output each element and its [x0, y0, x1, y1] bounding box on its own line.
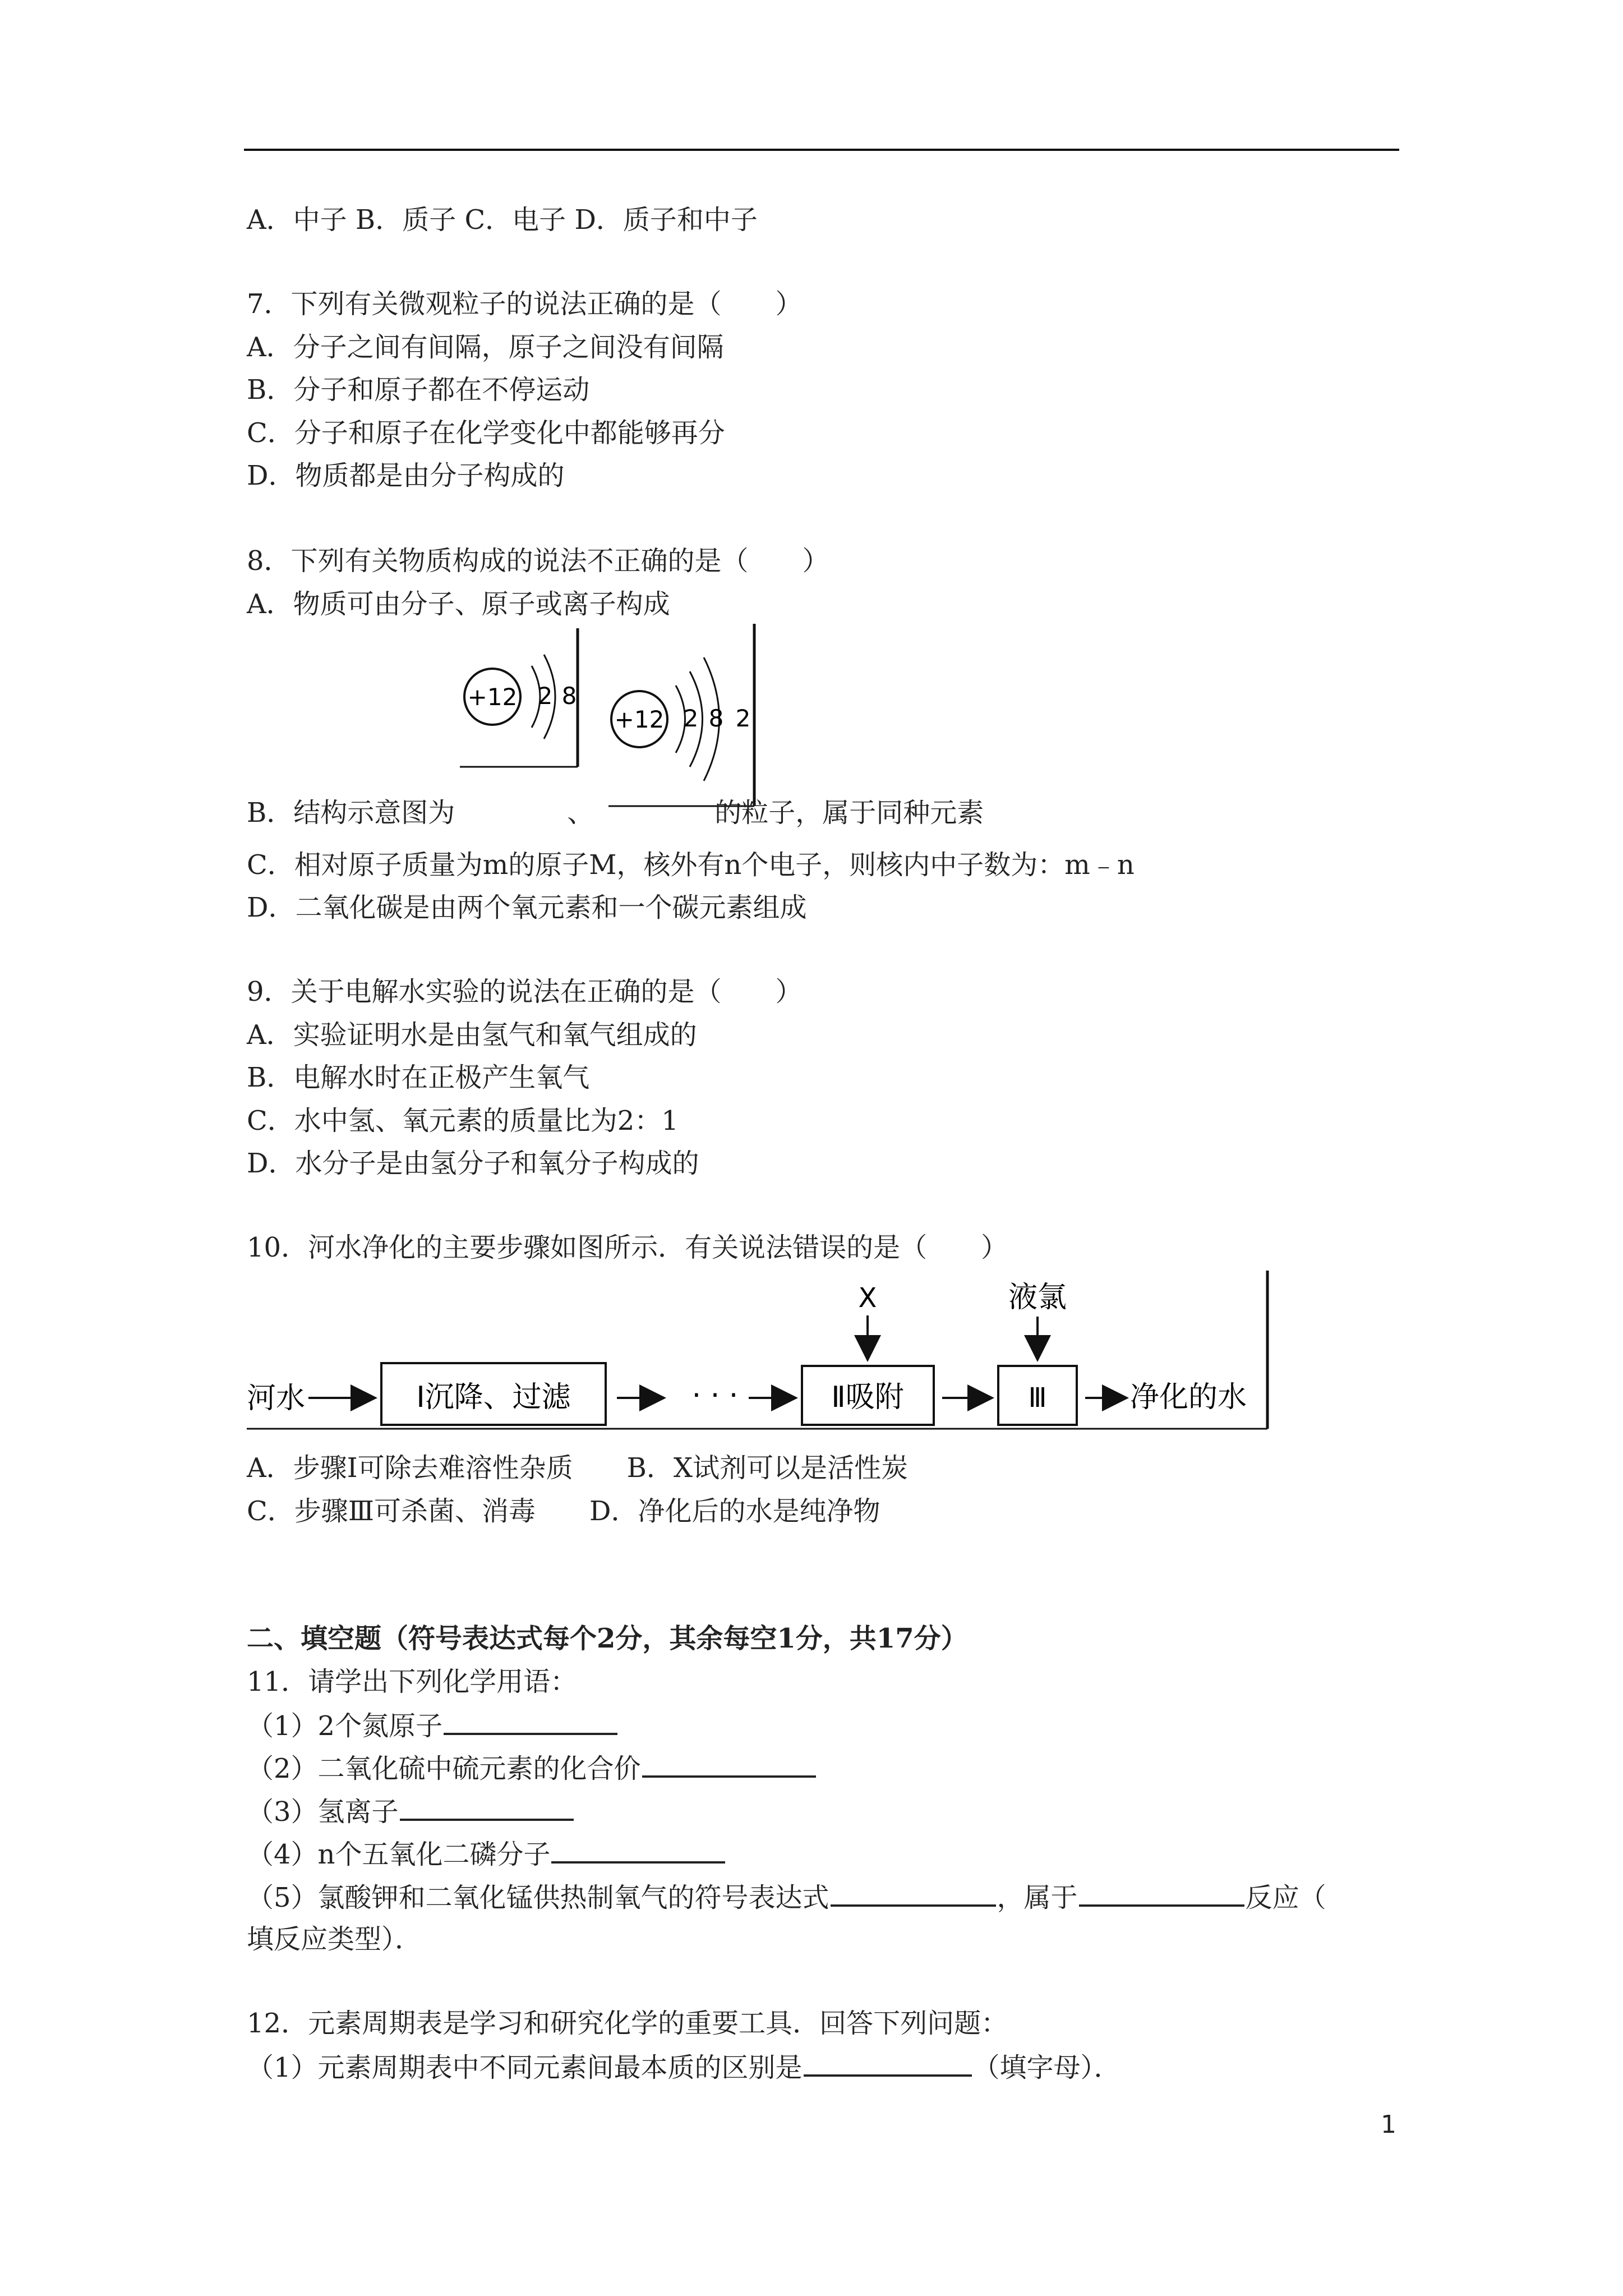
- diagram2-nucleus: +12: [614, 706, 665, 733]
- q11-part-1-text: （1）2个氮原子: [247, 1710, 443, 1742]
- q11-part-3-text: （3）氢离子: [247, 1796, 399, 1828]
- q9-stem: 9．关于电解水实验的说法在正确的是（ ）: [247, 976, 803, 1007]
- diagram2-shell-1: 2: [683, 705, 699, 732]
- answer-blank-12-1[interactable]: [804, 2050, 972, 2077]
- atom-diagram-1: [460, 628, 578, 767]
- diagram2-shell-2: 8: [708, 705, 724, 732]
- q9-option-c: C．水中氢、氧元素的质量比为2：1: [247, 1105, 679, 1137]
- q11-part-3: [247, 1794, 575, 1829]
- answer-blank-11-1[interactable]: [444, 1708, 617, 1735]
- diagram1-shell-2: 8: [561, 682, 577, 710]
- step2-label: Ⅱ吸附: [831, 1381, 904, 1414]
- q8-stem: 8．下列有关物质构成的说法不正确的是（ ）: [247, 545, 829, 577]
- q7-option-d: D．物质都是由分子构成的: [247, 460, 565, 491]
- q7-option-b: B．分子和原子都在不停运动: [247, 374, 590, 406]
- q8-option-b: [247, 796, 984, 830]
- q12-stem: 12．元素周期表是学习和研究化学的重要工具．回答下列问题：: [247, 2008, 1008, 2039]
- atom-diagram-2: [608, 624, 754, 806]
- diagram1-shell-1: 2: [537, 682, 553, 710]
- q11-stem: 11．请学出下列化学用语：: [247, 1666, 578, 1697]
- q8-option-b-suffix: 的粒子，属于同种元素: [714, 797, 984, 829]
- diagram1-nucleus: +12: [467, 683, 518, 711]
- q9-option-a: A．实验证明水是由氢气和氧气组成的: [247, 1019, 697, 1051]
- q7-stem: 7．下列有关微观粒子的说法正确的是（ ）: [247, 288, 803, 320]
- flow-dots: · · ·: [691, 1379, 739, 1412]
- q11-part-5-text-a: （5）氯酸钾和二氧化锰供热制氧气的符号表达式: [247, 1882, 829, 1913]
- q9-option-d: D．水分子是由氢分子和氧分子构成的: [247, 1148, 699, 1179]
- q7-option-c: C．分子和原子在化学变化中都能够再分: [247, 417, 725, 449]
- q9-option-b: B．电解水时在正极产生氧气: [247, 1062, 590, 1093]
- q10-stem: 10．河水净化的主要步骤如图所示．有关说法错误的是（ ）: [247, 1232, 1008, 1263]
- flow-start-label: 河水: [247, 1382, 306, 1415]
- q12-part-1-text-b: （填字母）．: [972, 2052, 1121, 2083]
- q10-options-row-2: C．步骤Ⅲ可杀菌、消毒 D．净化后的水是纯净物: [247, 1496, 880, 1527]
- answer-blank-11-3[interactable]: [400, 1794, 574, 1821]
- q11-part-2: [247, 1751, 817, 1786]
- q11-part-4-text: （4）n个五氧化二磷分子: [247, 1839, 551, 1870]
- q8-option-a: A．物质可由分子、原子或离子构成: [247, 588, 670, 620]
- step1-label: Ⅰ沉降、过滤: [416, 1381, 571, 1414]
- q8-option-b-sep: 、: [567, 797, 594, 829]
- q11-part-5: [247, 1880, 1326, 1915]
- flow-end-label: 净化的水: [1130, 1381, 1247, 1414]
- input-chlorine-label: 液氯: [1008, 1281, 1067, 1314]
- q11-part-1: [247, 1708, 619, 1743]
- q12-part-1: [247, 2050, 1121, 2085]
- answer-blank-11-5b[interactable]: [1079, 1880, 1244, 1907]
- input-x-label: X: [858, 1282, 877, 1314]
- q6-options: A．中子 B．质子 C．电子 D．质子和中子: [247, 204, 758, 236]
- q8-option-b-prefix: B．结构示意图为: [247, 797, 455, 829]
- water-purification-flowchart: [247, 1271, 1273, 1439]
- step3-label: Ⅲ: [1028, 1382, 1047, 1414]
- page-number: 1: [1381, 2110, 1396, 2139]
- atom-structure-diagrams: [460, 624, 763, 817]
- q7-option-a: A．分子之间有间隔，原子之间没有间隔: [247, 332, 724, 363]
- diagram2-shell-3: 2: [735, 705, 751, 732]
- answer-blank-11-4[interactable]: [551, 1837, 725, 1864]
- answer-blank-11-2[interactable]: [642, 1751, 816, 1778]
- q10-options-row-1: A．步骤Ⅰ可除去难溶性杂质 B．X试剂可以是活性炭: [247, 1452, 909, 1484]
- q11-part-5-text-b: ，属于: [997, 1882, 1078, 1913]
- q11-part-2-text: （2）二氧化硫中硫元素的化合价: [247, 1753, 641, 1784]
- q8-option-c: C．相对原子质量为m的原子M，核外有n个电子，则核内中子数为：m﹣n: [247, 849, 1135, 881]
- q11-part-5-continued: 填反应类型）．: [247, 1924, 422, 1955]
- q11-part-4: [247, 1837, 726, 1871]
- q11-part-5-text-c: 反应（: [1245, 1882, 1326, 1913]
- answer-blank-11-5a[interactable]: [831, 1880, 996, 1907]
- section2-title: 二、填空题（符号表达式每个2分，其余每空1分，共17分）: [247, 1623, 968, 1654]
- q12-part-1-text-a: （1）元素周期表中不同元素间最本质的区别是: [247, 2052, 803, 2083]
- header-rule: [244, 149, 1399, 151]
- q8-option-d: D．二氧化碳是由两个氧元素和一个碳元素组成: [247, 892, 807, 923]
